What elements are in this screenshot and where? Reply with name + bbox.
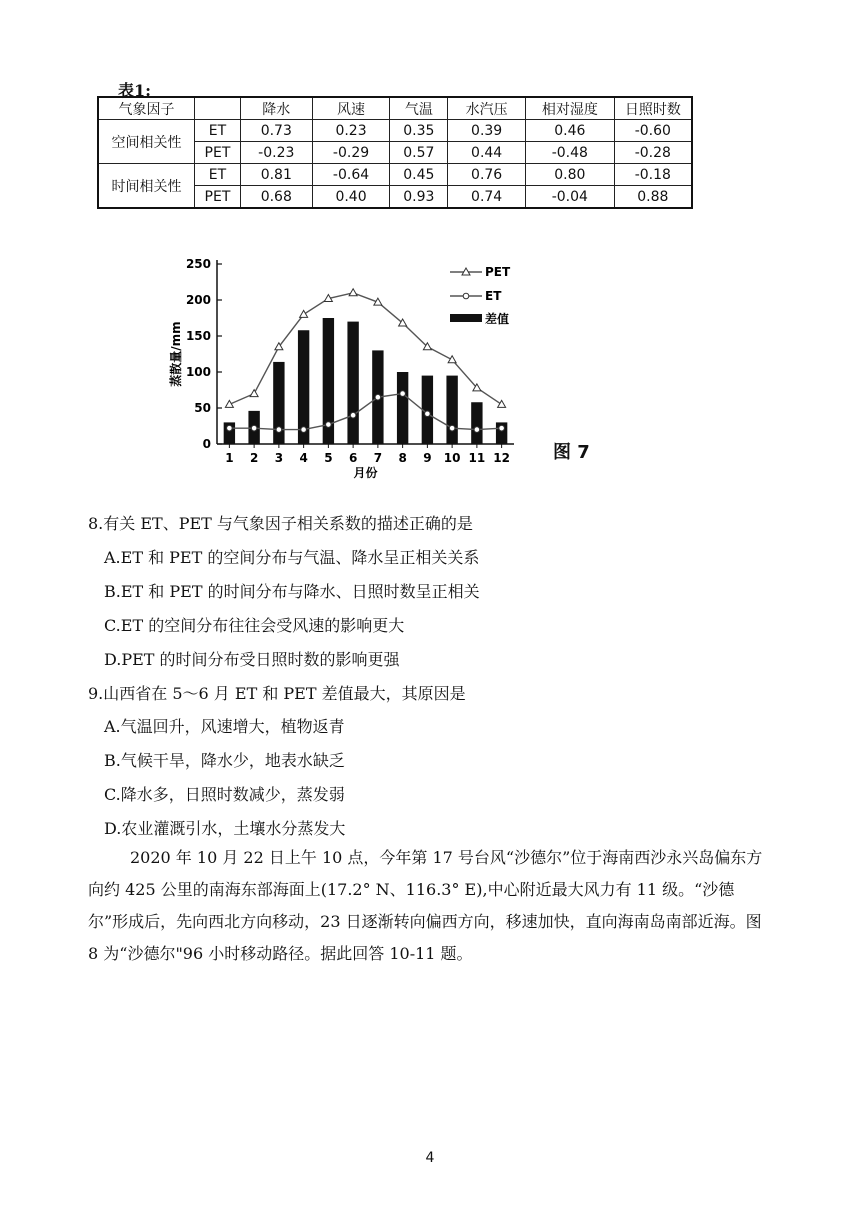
x-tick-label: 8 [398,451,407,465]
table-cell: 0.80 [525,164,614,186]
x-tick-label: 6 [348,451,358,465]
header-cell: 相对湿度 [525,97,614,120]
pet-point [349,289,357,296]
question-9-option-c: C.降水多，日照时数减少，蒸发弱 [104,785,345,804]
table-cell: 0.40 [312,186,390,209]
table-cell: 0.73 [240,120,312,142]
et-point [227,425,233,431]
y-tick-label: 150 [185,329,211,343]
table-cell: -0.29 [312,142,390,164]
bar-difference [397,372,408,444]
table-cell: 0.93 [390,186,448,209]
header-cell [195,97,241,120]
y-tick-label: 100 [185,365,211,379]
legend-diff-label: 差值 [485,312,510,326]
x-tick-label: 11 [468,451,486,465]
table-cell: 0.88 [614,186,692,209]
question-8-option-b: B.ET 和 PET 的时间分布与降水、日照时数呈正相关 [104,582,480,601]
y-axis-title: 蒸散量/mm [169,321,183,387]
group-label: 空间相关性 [98,120,195,164]
header-cell: 风速 [312,97,390,120]
question-9-stem: 9.山西省在 5～6 月 ET 和 PET 差值最大，其原因是 [88,684,466,703]
y-tick-label: 250 [185,257,211,271]
table-cell: -0.48 [525,142,614,164]
row-label: PET [195,142,241,164]
et-point [449,425,455,431]
et-point [276,427,282,433]
page-number: 4 [425,1150,435,1166]
pet-point [300,310,308,317]
y-tick-label: 0 [202,437,211,451]
x-tick-label: 1 [225,451,234,465]
pet-point [448,356,456,363]
x-tick-label: 4 [299,451,308,465]
table-cell: 0.57 [390,142,448,164]
question-9-option-b: B.气候干旱，降水少，地表水缺乏 [104,751,345,770]
table-cell: -0.64 [312,164,390,186]
et-point [350,412,356,418]
row-label: PET [195,186,241,209]
figure-label: 图 7 [553,442,590,463]
et-point [375,394,381,400]
et-point [326,422,332,428]
question-8-option-c: C.ET 的空间分布往往会受风速的影响更大 [104,616,405,635]
table-cell: 0.74 [448,186,526,209]
question-9-option-a: A.气温回升，风速增大，植物返青 [104,717,345,736]
legend-et-marker [463,293,469,299]
pet-point [250,390,258,397]
table-cell: -0.60 [614,120,692,142]
x-tick-label: 3 [274,451,284,465]
legend-pet-label: PET [485,265,511,279]
table-cell: 0.44 [448,142,526,164]
table-cell: -0.28 [614,142,692,164]
header-cell: 气象因子 [98,97,195,120]
question-8-stem: 8.有关 ET、PET 与气象因子相关系数的描述正确的是 [88,514,473,533]
legend-et-label: ET [485,289,502,303]
table-row [98,120,692,142]
header-cell: 水汽压 [448,97,526,120]
table-cell: 0.45 [390,164,448,186]
x-tick-label: 2 [249,451,259,465]
header-cell: 气温 [390,97,448,120]
table-cell: 0.68 [240,186,312,209]
et-point [474,427,480,433]
question-8-option-a: A.ET 和 PET 的空间分布与气温、降水呈正相关关系 [104,548,480,567]
pet-point [498,400,506,407]
passage-typhoon: 2020 年 10 月 22 日上午 10 点，今年第 17 号台风“沙德尔”位于海南西沙永兴岛偏东方向约 425 公里的南海东部海面上(17.2° N、116.3° E),中心附近最大风力有 11 级。“沙德尔”形成后，先向西北方向移动，23 日逐渐转向偏西方向，移速加快，直向海南岛南部近海。图 8 为“沙德尔"96 小时移动路径。据此回答 10-11 题。 [88,848,763,963]
pet-line [229,293,501,405]
et-point [400,391,406,397]
table-cell: -0.18 [614,164,692,186]
et-point [425,411,431,417]
et-point [251,425,257,431]
question-8-option-d: D.PET 的时间分布受日照时数的影响更强 [104,650,400,669]
evapotranspiration-chart [160,250,600,495]
bar-difference [347,322,358,444]
x-axis-title: 月份 [353,466,378,480]
table-cell: -0.23 [240,142,312,164]
et-line [229,394,501,430]
table-cell: 0.81 [240,164,312,186]
et-point [301,427,307,433]
y-tick-label: 200 [185,293,211,307]
bar-difference [471,402,482,444]
x-tick-label: 7 [373,451,383,465]
y-tick-label: 50 [194,401,211,415]
x-tick-label: 5 [324,451,333,465]
table-cell: 0.76 [448,164,526,186]
table-cell: 0.46 [525,120,614,142]
header-cell: 降水 [240,97,312,120]
x-tick-label: 12 [493,451,510,465]
legend-diff-swatch [450,314,482,322]
row-label: ET [195,164,241,186]
table-cell: -0.04 [525,186,614,209]
table-header-row [98,97,692,120]
table-row [98,164,692,186]
table-caption: 表1: [118,81,152,100]
table-cell: 0.35 [390,120,448,142]
table-cell: 0.39 [448,120,526,142]
table-cell: 0.23 [312,120,390,142]
question-9-option-d: D.农业灌溉引水，土壤水分蒸发大 [104,819,346,838]
header-cell: 日照时数 [614,97,692,120]
correlation-table [97,96,693,209]
chart-svg [160,250,600,495]
x-tick-label: 9 [423,451,432,465]
group-label: 时间相关性 [98,164,195,209]
et-point [499,425,505,431]
x-tick-label: 10 [443,451,461,465]
row-label: ET [195,120,241,142]
bar-difference [446,376,457,444]
